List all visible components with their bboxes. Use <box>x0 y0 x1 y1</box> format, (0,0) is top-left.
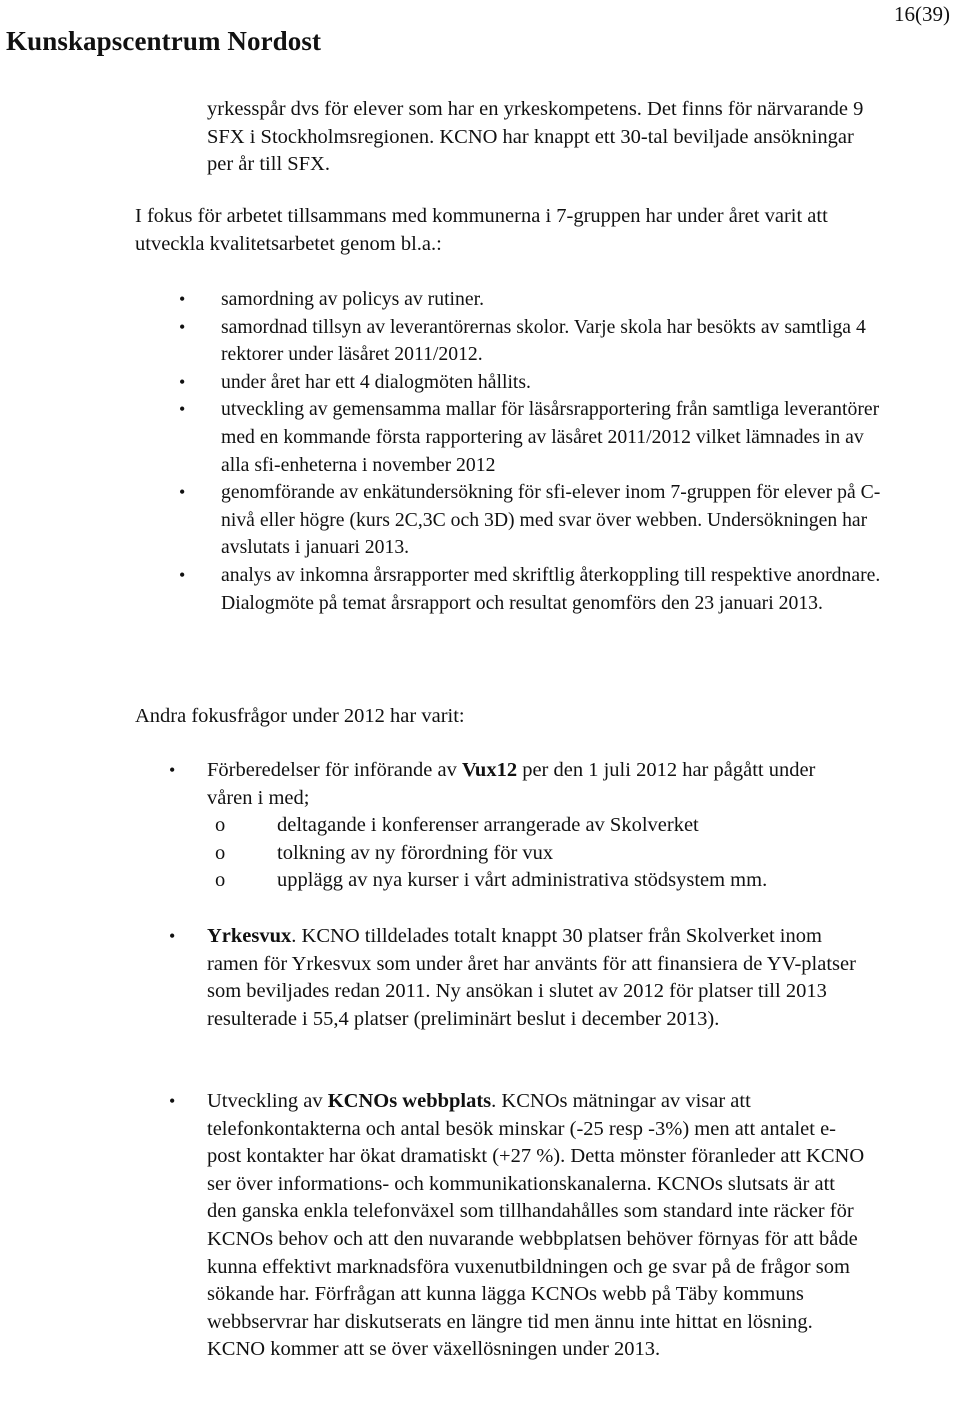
bullet-icon: • <box>179 316 186 337</box>
list-item-text: samordning av policys av rutiner. <box>221 288 484 310</box>
sub-list-item-text: tolkning av ny förordning för vux <box>277 841 554 864</box>
bullet-icon: • <box>169 926 176 946</box>
web-keyword: KCNOs webbplats <box>327 1090 492 1112</box>
bullet-icon: • <box>169 760 176 780</box>
bullet-icon: • <box>179 399 186 420</box>
vux-item <box>165 757 865 895</box>
bullet-icon: • <box>169 1091 176 1111</box>
sub-list-item-text: upplägg av nya kurser i vårt administrativa stödsystem mm. <box>277 869 768 892</box>
list-item-text: samordnad tillsyn av leverantörernas skolor. Varje skola har besökts av samtliga 4 rektorer under läsåret 2011/2012. <box>221 315 866 366</box>
sub-list-item <box>207 867 865 895</box>
other-questions-heading: Andra fokusfrågor under 2012 har varit: <box>135 705 465 727</box>
yrkesvux-text: . KCNO tilldelades totalt knappt 30 platser från Skolverket inom ramen för Yrkesvux som under året har använts för att finansiera de YV-platser som beviljades redan 2011. Ny ansökan i slutet av 2012 för platser till 2013 resulterade i 55,4 platser (preliminärt beslut i december 2013). <box>207 925 856 1030</box>
sub-list-item <box>207 812 865 840</box>
intro-paragraph: yrkesspår dvs för elever som har en yrkeskompetens. Det finns för närvarande 9 SFX i Stockholmsregionen. KCNO har knappt ett 30-tal beviljade ansökningar per år till SFX. <box>207 98 864 176</box>
list-item-text: genomförande av enkätundersökning för sfi-elever inom 7-gruppen för elever på C-nivå eller högre (kurs 2C,3C och 3D) med svar över webben. Undersökningen har avslutats i januari 2013. <box>221 481 881 559</box>
vux-suffix: per den 1 juli 2012 har pågått under våren i med; <box>207 759 816 809</box>
page-number: 16(39) <box>894 2 950 26</box>
list-item <box>165 562 885 617</box>
bullet-icon: • <box>179 289 186 309</box>
sub-list-item <box>207 840 865 868</box>
bullet-icon: • <box>179 482 186 503</box>
focus-paragraph: I fokus för arbetet tillsammans med kommunerna i 7-gruppen har under året varit att utveckla kvalitetsarbetet genom bl.a.: <box>135 205 828 255</box>
list-item <box>165 757 865 895</box>
circle-bullet-icon: o <box>215 841 226 864</box>
bullet-icon: • <box>179 564 186 585</box>
vux-sublist <box>207 812 865 895</box>
list-item <box>165 286 885 314</box>
sub-list-item-text: deltagande i konferenser arrangerade av Skolverket <box>277 814 699 837</box>
list-item <box>165 369 885 397</box>
list-item <box>165 396 885 479</box>
focus-list <box>165 286 885 617</box>
list-item-text: analys av inkomna årsrapporter med skriftlig återkoppling till respektive anordnare. Dialogmöte på temat årsrapport och resultat genomförs den 23 januari 2013. <box>221 563 881 614</box>
list-item <box>165 479 885 562</box>
yrkesvux-keyword: Yrkesvux <box>207 925 292 947</box>
list-item-text: utveckling av gemensamma mallar för läsårsrapportering från samtliga leverantörer med en kommande första rapportering av läsåret 2011/2012 vilket lämnades in av alla sfi-enheterna i november 2012 <box>221 398 880 476</box>
vux-keyword: Vux12 <box>462 759 518 781</box>
list-item <box>165 314 885 369</box>
bullet-icon: • <box>179 371 186 392</box>
vux-prefix: Förberedelser för införande av <box>207 759 462 781</box>
web-prefix: Utveckling av <box>207 1090 328 1112</box>
circle-bullet-icon: o <box>215 814 226 837</box>
list-item <box>165 923 865 1033</box>
web-item <box>165 1088 865 1364</box>
document-header-title: Kunskapscentrum Nordost <box>6 26 322 56</box>
yrkesvux-item <box>165 923 865 1033</box>
list-item-text: under året har ett 4 dialogmöten hållits. <box>221 370 531 393</box>
circle-bullet-icon: o <box>215 869 226 892</box>
list-item <box>165 1088 865 1364</box>
web-text: . KCNOs mätningar av visar att telefonkontakterna och antal besök minskar (-25 resp -3%) men att antalet e-post kontakter har ökat dramatiskt (+27 %). Detta mönster föranleder att KCNO ser över informations- och kommunikationskanalerna. KCNOs slutsats är att den ganska enkla telefonväxel som tillhandahålles som standard inte räcker för KCNOs behov och att den nuvarande webbplatsen behöver förnyas för att både kunna effektivt marknadsföra vuxenutbildningen och ge svar på de frågor som sökande har. Förfrågan att kunna lägga KCNOs webb på Täby kommuns webbservrar har diskutserats en längre tid men ännu inte hittat en lösning. KCNO kommer att se över växellösningen under 2013. <box>207 1090 865 1361</box>
